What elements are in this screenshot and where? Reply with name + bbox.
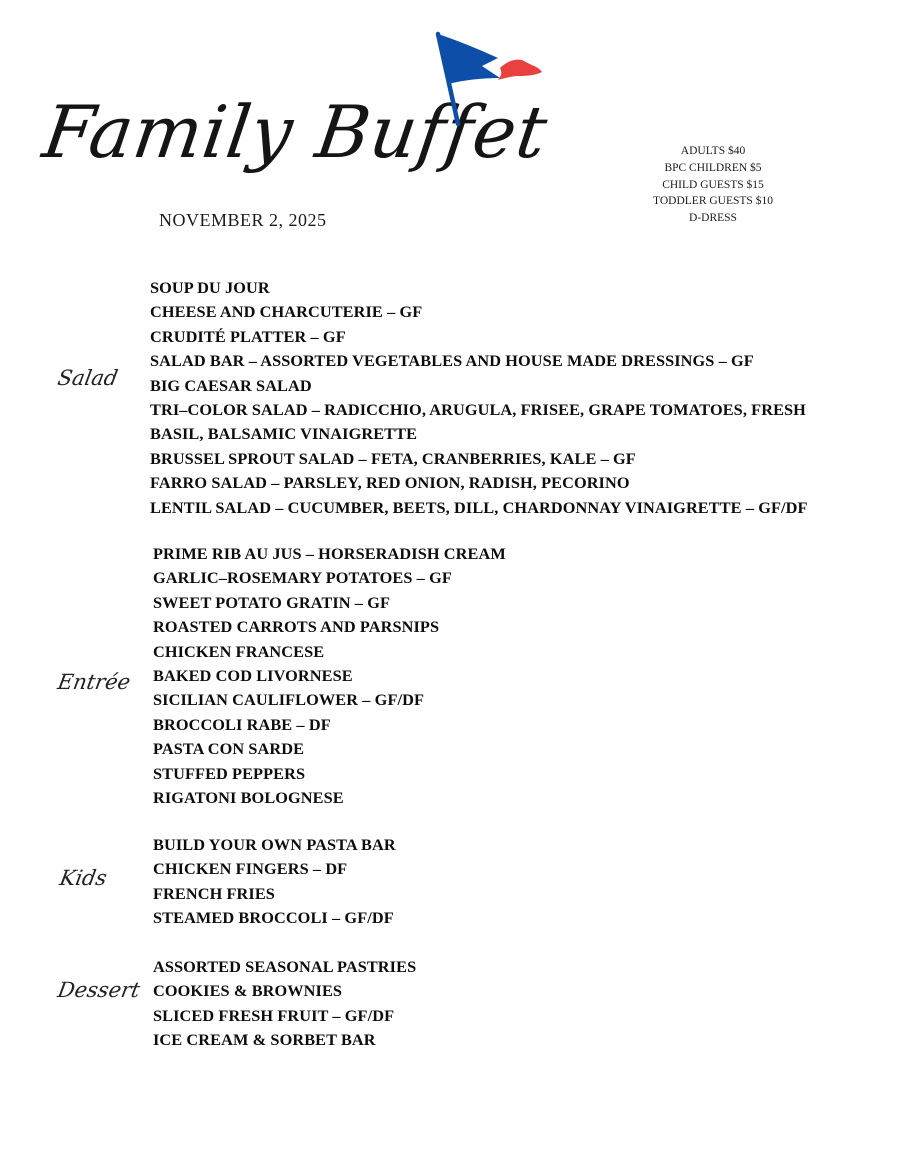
menu-item: BUILD YOUR OWN PASTA BAR bbox=[153, 835, 396, 854]
price-line: BPC CHILDREN $5 bbox=[664, 161, 762, 174]
price-line: CHILD GUESTS $15 bbox=[662, 178, 764, 191]
menu-item: CHICKEN FINGERS – DF bbox=[153, 859, 348, 879]
menu-item: CHICKEN FRANCESE bbox=[153, 641, 325, 661]
kids-items bbox=[153, 833, 396, 931]
menu-title: Family Buffet bbox=[38, 90, 553, 174]
section-label-salad: Salad bbox=[55, 366, 120, 390]
menu-item: ASSORTED SEASONAL PASTRIES bbox=[153, 957, 417, 976]
menu-item: BAKED COD LIVORNESE bbox=[153, 666, 353, 686]
menu-item: TRI–COLOR SALAD – RADICCHIO, ARUGULA, FRISEE, GRAPE TOMATOES, FRESH bbox=[150, 400, 806, 420]
menu-item: FRENCH FRIES bbox=[153, 883, 275, 903]
dress-code: D-DRESS bbox=[689, 212, 737, 225]
menu-item: SALAD BAR – ASSORTED VEGETABLES AND HOUSE MADE DRESSINGS – GF bbox=[150, 351, 754, 371]
menu-item: COOKIES & BROWNIES bbox=[153, 981, 343, 1001]
menu-item: BRUSSEL SPROUT SALAD – FETA, CRANBERRIES, KALE – GF bbox=[150, 448, 636, 468]
menu-item: BROCCOLI RABE – DF bbox=[153, 714, 331, 734]
menu-item: ROASTED CARROTS AND PARSNIPS bbox=[153, 617, 440, 637]
menu-item: STUFFED PEPPERS bbox=[153, 763, 306, 783]
blue-pennant bbox=[438, 34, 500, 84]
menu-item: SWEET POTATO GRATIN – GF bbox=[153, 592, 391, 612]
dessert-items bbox=[153, 955, 416, 1053]
menu-item: PASTA CON SARDE bbox=[153, 739, 305, 759]
burgee-flag-logo bbox=[428, 28, 548, 128]
event-date: NOVEMBER 2, 2025 bbox=[159, 210, 327, 230]
price-line: TODDLER GUESTS $10 bbox=[653, 195, 773, 208]
menu-item: PRIME RIB AU JUS – HORSERADISH CREAM bbox=[153, 544, 506, 563]
menu-item: RIGATONI BOLOGNESE bbox=[153, 788, 344, 808]
menu-item: SICILIAN CAULIFLOWER – GF/DF bbox=[153, 690, 425, 710]
salad-items bbox=[150, 276, 808, 520]
section-label-entree: Entrée bbox=[55, 670, 133, 694]
menu-item: LENTIL SALAD – CUCUMBER, BEETS, DILL, CHARDONNAY VINAIGRETTE – GF/DF bbox=[150, 497, 808, 517]
entree-items bbox=[153, 542, 506, 810]
menu-item: BIG CAESAR SALAD bbox=[150, 375, 312, 395]
section-label-kids: Kids bbox=[57, 866, 109, 890]
pricing-block bbox=[640, 143, 786, 227]
menu-item: STEAMED BROCCOLI – GF/DF bbox=[153, 908, 394, 928]
menu-item: GARLIC–ROSEMARY POTATOES – GF bbox=[153, 568, 452, 588]
menu-item: ICE CREAM & SORBET BAR bbox=[153, 1030, 376, 1050]
red-streamer bbox=[498, 60, 542, 80]
menu-item: CRUDITÉ PLATTER – GF bbox=[150, 326, 346, 346]
menu-item: FARRO SALAD – PARSLEY, RED ONION, RADISH, PECORINO bbox=[150, 473, 630, 493]
section-label-dessert: Dessert bbox=[55, 978, 142, 1002]
menu-item: BASIL, BALSAMIC VINAIGRETTE bbox=[150, 424, 418, 444]
menu-item: CHEESE AND CHARCUTERIE – GF bbox=[150, 302, 423, 322]
menu-item: SLICED FRESH FRUIT – GF/DF bbox=[153, 1005, 395, 1025]
menu-item: SOUP DU JOUR bbox=[150, 278, 270, 297]
price-line: ADULTS $40 bbox=[680, 145, 746, 157]
